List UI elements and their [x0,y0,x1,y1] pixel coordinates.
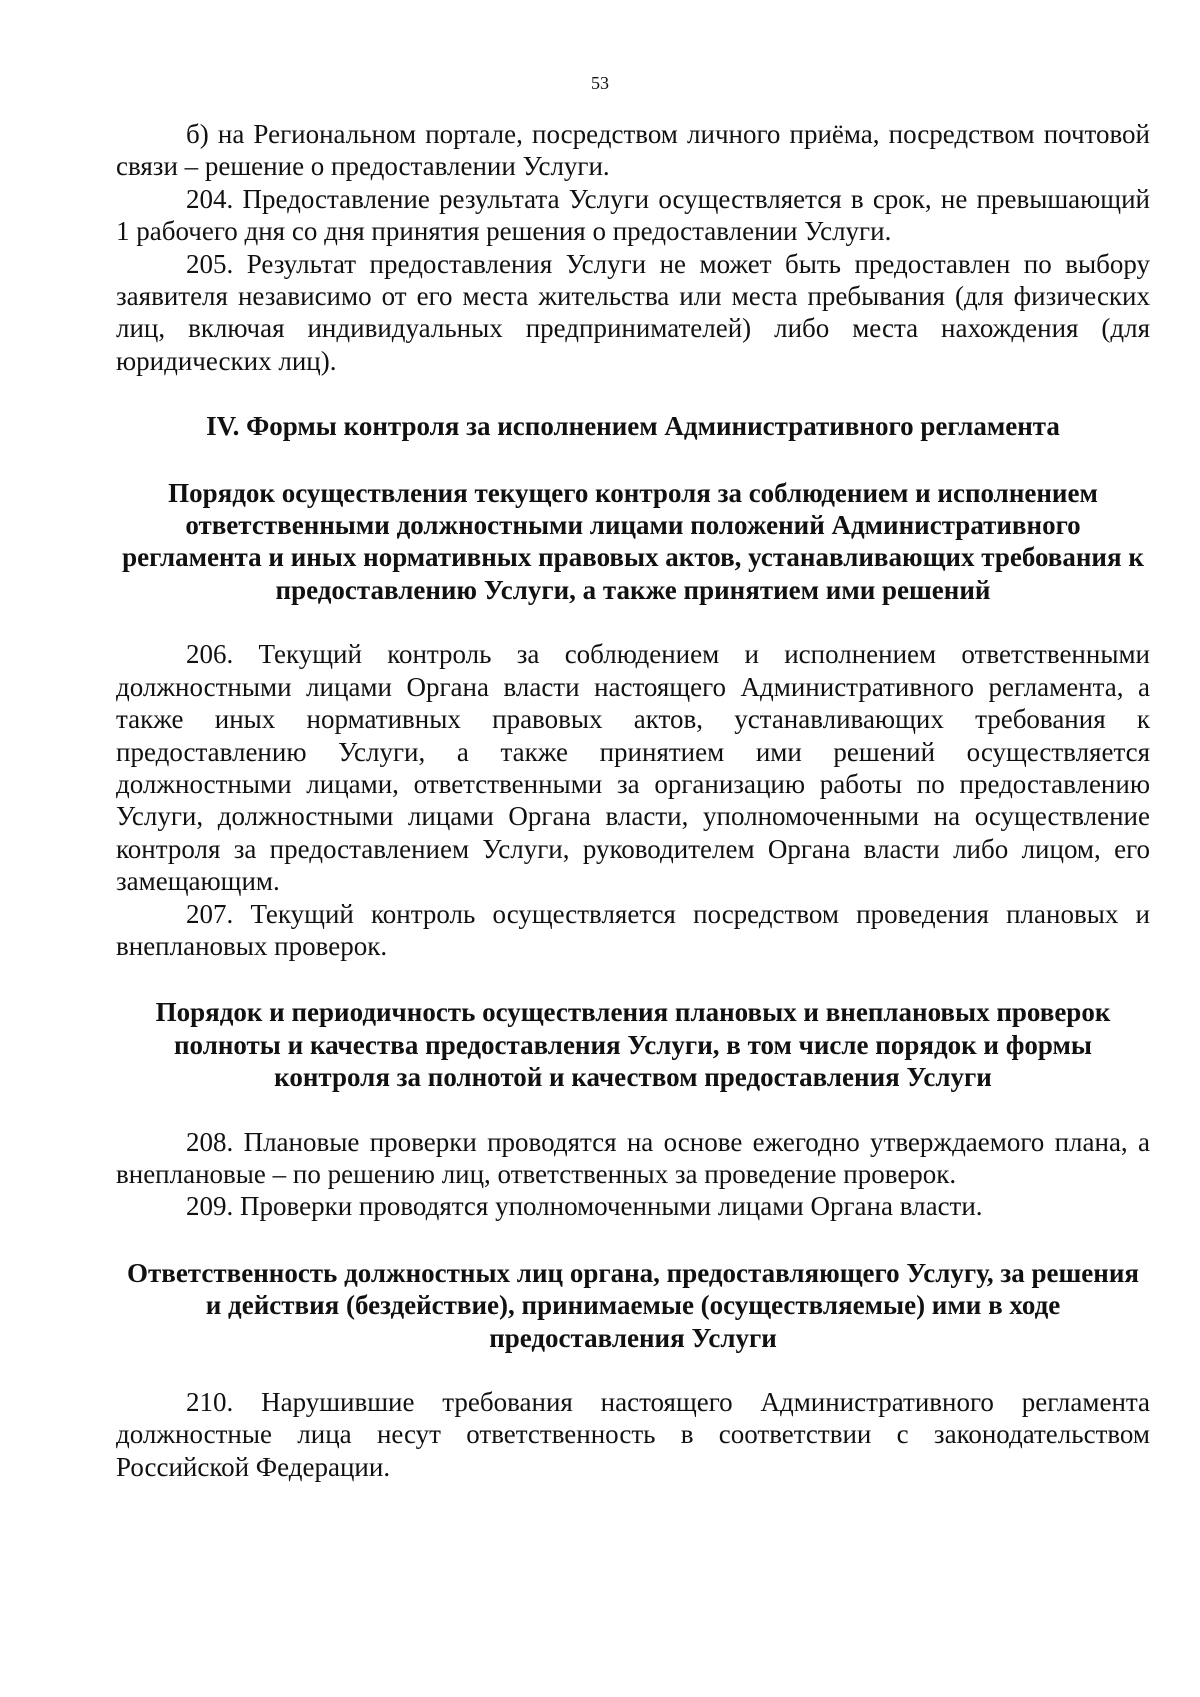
page-number: 53 [591,73,609,93]
paragraph-207: 207. Текущий контроль осуществляется посредством проведения плановых и внеплановых проверок. [116,898,1150,961]
section-spacer [116,1223,1150,1257]
subsection-heading-inspections: Порядок и периодичность осуществления плановых и внеплановых проверок полноты и качества предоставления Услуги, в том числе порядок и формы контроля за полнотой и качеством предоставления Услуги [155,997,1111,1093]
section-spacer [116,1094,1150,1126]
section-spacer [116,1354,1150,1386]
paragraph-206: 206. Текущий контроль за соблюдением и исполнением ответственными должностными лицами Органа власти настоящего Административного регламента, а также иных нормативных правовых актов, устанавливающих требования к предоставлению Услуги, а также принятием ими решений осуществляется должностными лицами, ответственными за организацию работы по предоставлению Услуги, должностными лицами Органа власти, уполномоченными на осуществление контроля за предоставлением Услуги, руководителем Органа власти либо лицом, его замещающим. [116,639,1150,897]
paragraph-210: 210. Нарушившие требования настоящего Административного регламента должностные лица несут ответственность в соответствии с законодательством Российской Федерации. [116,1387,1150,1482]
section-spacer [116,377,1150,410]
paragraph-204: 204. Предоставление результата Услуги осуществляется в срок, не превышающий 1 рабочего дня со дня принятия решения о предоставлении Услуги. [116,183,1150,247]
subsection-heading-responsibility: Ответственность должностных лиц органа, предоставляющего Услугу, за решения и действия (бездействие), принимаемые (осуществляемые) ими в ходе предоставления Услуги [126,1257,1140,1353]
paragraph-208: 208. Плановые проверки проводятся на основе ежегодно утверждаемого плана, а внеплановые – по решению лиц, ответственных за проведение проверок. [116,1126,1150,1189]
section-spacer [116,606,1150,638]
page-content [116,118,1150,1483]
paragraph-result-delivery-methods: б) на Региональном портале, посредством личного приёма, посредством почтовой связи – решение о предоставлении Услуги. [116,119,1150,182]
section-spacer [116,443,1150,477]
paragraph-205: 205. Результат предоставления Услуги не может быть предоставлен по выбору заявителя независимо от его места жительства или места пребывания (для физических лиц, включая индивидуальных предпринимателей) либо места нахождения (для юридических лиц). [116,248,1150,376]
section-spacer [116,962,1150,996]
section-heading-iv: IV. Формы контроля за исполнением Административного регламента [206,411,1060,442]
subsection-heading-current-control: Порядок осуществления текущего контроля за соблюдением и исполнением ответственными должностными лицами положений Административного регламента и иных нормативных правовых актов, устанавливающих требования к предоставлению Услуги, а также принятием ими решений [122,477,1144,605]
paragraph-209: 209. Проверки проводятся уполномоченными лицами Органа власти. [186,1191,983,1222]
